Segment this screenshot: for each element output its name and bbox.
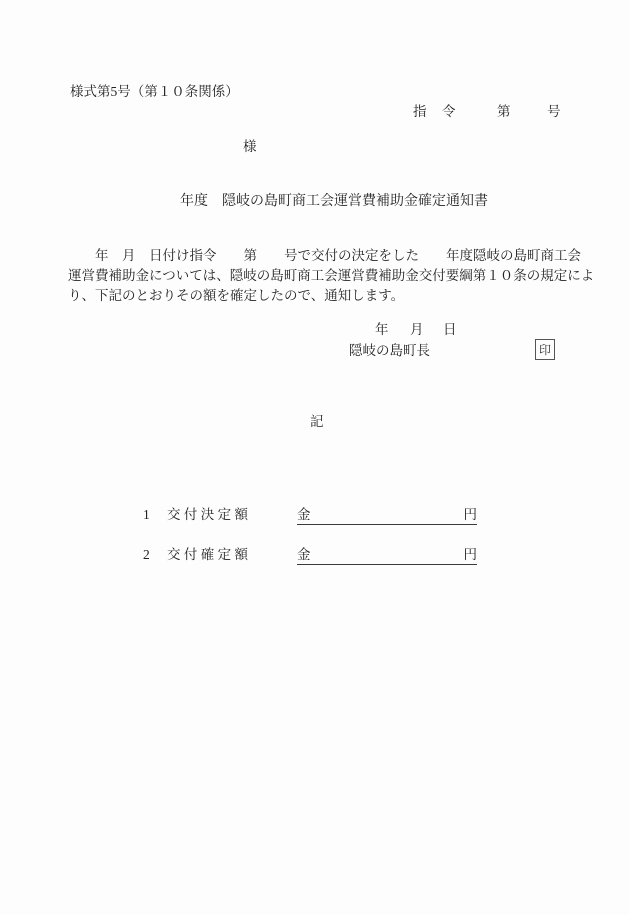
directive-label: 指 令 [413,104,457,119]
item-number: 1 [143,507,150,522]
directive-number-prefix: 第 [497,104,511,119]
date-year-label: 年 [375,322,389,337]
issuer-name: 隠岐の島町長 [349,343,430,358]
seal-mark: 印 [538,343,551,357]
date-month-label: 月 [410,322,424,337]
directive-number-suffix: 号 [547,104,561,119]
amount-fill-in-line [297,507,477,525]
date-day-label: 日 [443,322,457,337]
item-label-grant-decided-amount: 交 付 決 定 額 [167,507,248,522]
addressee-suffix: 様 [243,139,257,154]
body-paragraph-line: り、下記のとおりその額を確定したので、通知します。 [68,288,405,303]
section-marker: 記 [310,414,324,429]
amount-fill-in-line [297,547,477,565]
seal-mark-box [535,339,555,360]
body-paragraph-line: 年 月 日付け指令 第 号で交付の決定をした 年度隠岐の島町商工会 [68,248,581,263]
item-label-grant-confirmed-amount: 交 付 確 定 額 [167,547,248,562]
amount-prefix: 金 [297,547,311,562]
amount-suffix: 円 [463,507,477,522]
amount-prefix: 金 [297,507,311,522]
item-number: 2 [143,547,150,562]
form-number: 様式第5号（第１０条関係） [70,84,239,99]
page-title: 年度 隠岐の島町商工会運営費補助金確定通知書 [180,194,488,209]
amount-suffix: 円 [463,547,477,562]
body-paragraph-line: 運営費補助金については、隠岐の島町商工会運営費補助金交付要綱第１０条の規定によ [68,268,595,283]
